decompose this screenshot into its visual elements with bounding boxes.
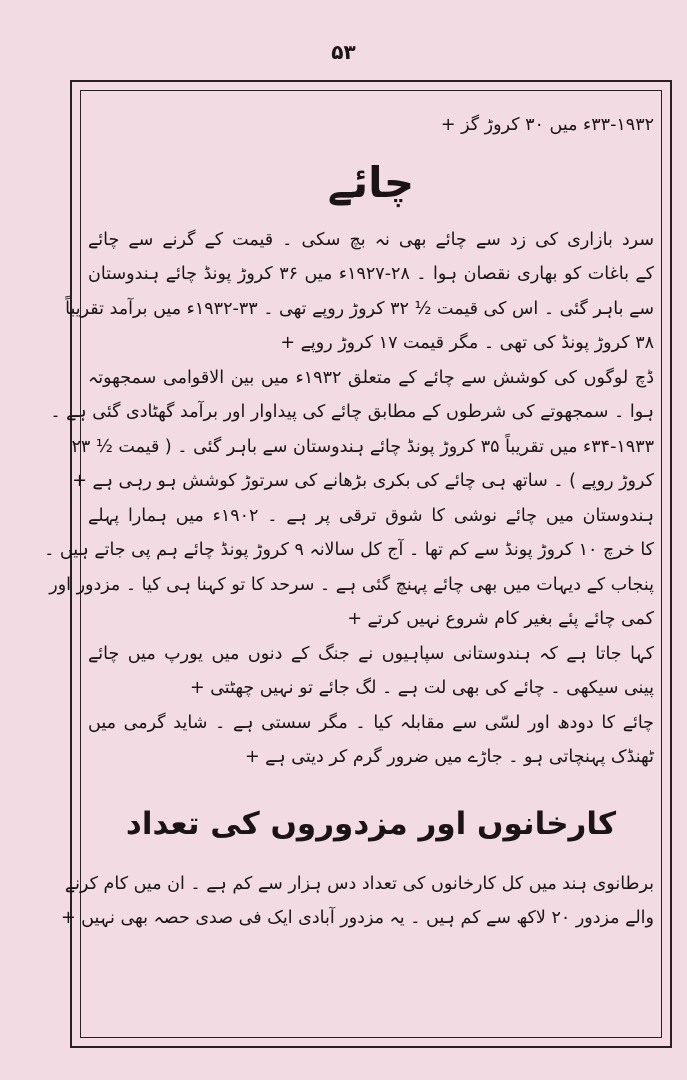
body-line: ۳۸ کروڑ پونڈ کی تھی ۔ مگر قیمت ۱۷ کروڑ روپے + [280, 333, 654, 353]
section-body-factories [60, 867, 654, 936]
body-line: والے مزدور ۲۰ لاکھ سے کم ہیں ۔ یہ مزدور آبادی ایک فی صدی حصہ بھی نہیں + [60, 908, 654, 928]
section-title-factories: کارخانوں اور مزدوروں کی تعداد [125, 805, 617, 842]
body-line: سرد بازاری کی زد سے چائے بھی نہ بچ سکی ۔ قیمت کے گرنے سے چائے [88, 229, 654, 250]
body-line: کروڑ روپے ) ۔ ساتھ ہی چائے کی بکری بڑھانے کی سرتوڑ کوشش ہو رہی ہے + [72, 471, 654, 491]
body-line: کہا جاتا ہے کہ ہندوستانی سپاہیوں نے جنگ کے دنوں میں یورپ میں چائے [88, 643, 654, 664]
body-line: ۳۴-۱۹۳۳ء میں تقریباً ۳۵ کروڑ پونڈ چائے ہندوستان سے باہر گئی ۔ ( قیمت ½ ۲۳ [71, 436, 654, 457]
body-line: ہندوستان میں چائے نوشی کا شوق ترقی پر ہے ۔ ۱۹۰۲ء میں ہمارا پہلے [88, 505, 654, 526]
body-line: کے باغات کو بھاری نقصان ہوا ۔ ۲۸-۱۹۲۷ء میں ۳۶ کروڑ پونڈ چائے ہندوستان [88, 264, 654, 284]
body-line: برطانوی ہند میں کل کارخانوں کی تعداد دس ہزار سے کم ہے ۔ ان میں کام کرنے [64, 873, 654, 894]
body-line: سے باہر گئی ۔ اس کی قیمت ½ ۳۲ کروڑ روپے تھی ۔ ۳۳-۱۹۳۲ء میں برآمد تقریباً [65, 298, 654, 319]
body-line: کا خرچ ۱۰ کروڑ پونڈ سے کم تھا ۔ آج کل سالانہ ۹ کروڑ پونڈ چائے ہم پی جاتے ہیں ۔ [44, 540, 654, 560]
section-body-tea [44, 223, 654, 775]
body-line: پینی سیکھی ۔ چائے کی بھی لت ہے ۔ لگ جائے تو نہیں چھٹتی + [189, 678, 654, 698]
body-line: کمی چائے پئے بغیر کام شروع نہیں کرتے + [347, 609, 654, 629]
body-line: ہوا ۔ سمجھوتے کی شرطوں کے مطابق چائے کی پیداوار اور برآمد گھٹادی گئی ہے ۔ [50, 402, 654, 422]
body-line: ٹھنڈک پہنچاتی ہو ۔ جاڑے میں ضرور گرم کر دیتی ہے + [244, 747, 654, 767]
body-line: چائے کا دودھ اور لسّی سے مقابلہ کیا ۔ مگر سستی ہے ۔ شاید گرمی میں [88, 712, 654, 733]
page-number: ۵۳ [331, 40, 356, 64]
body-line: پنجاب کے دیہات میں بھی چائے پہنچ گئی ہے ۔ سرحد کا تو کہنا ہی کیا ۔ مزدور اور [49, 574, 654, 595]
section-title-tea: چائے [327, 157, 415, 207]
intro-line: ۳۳-۱۹۳۲ء میں ۳۰ کروڑ گز + [440, 115, 654, 135]
body-line: ڈچ لوگوں کی کوشش سے چائے کے متعلق ۱۹۳۲ء میں بین الاقوامی سمجھوتہ [88, 367, 654, 388]
page-content [44, 108, 654, 936]
